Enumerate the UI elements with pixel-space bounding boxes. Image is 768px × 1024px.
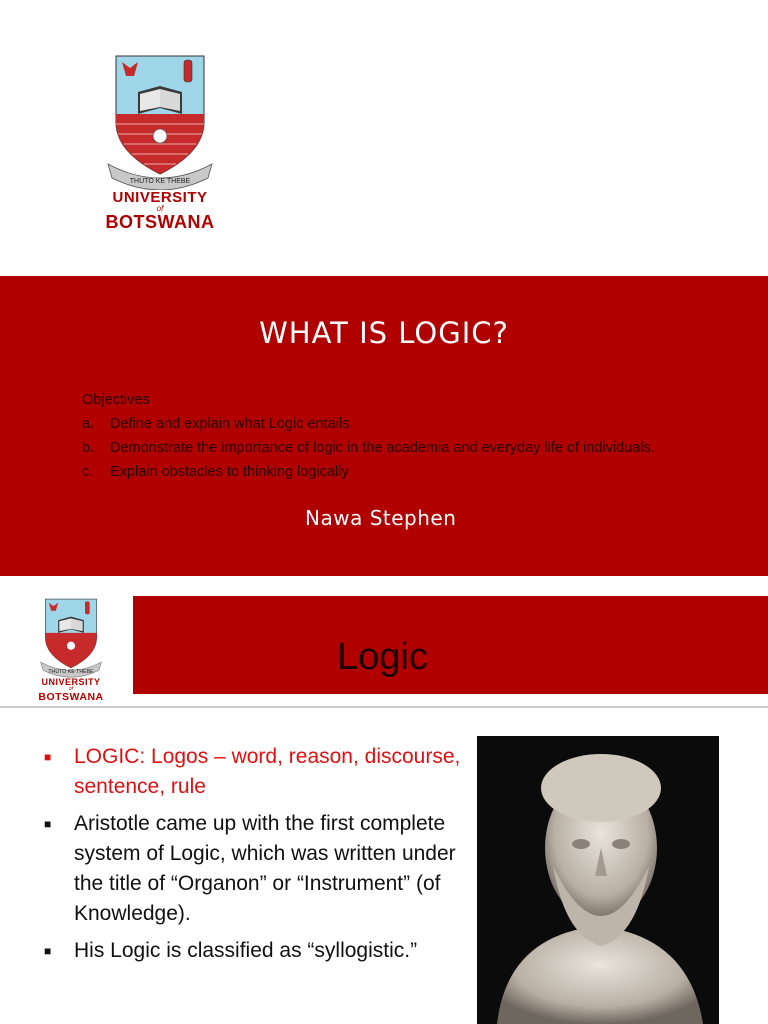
university-name-line1: UNIVERSITY bbox=[112, 189, 208, 206]
objective-item bbox=[82, 436, 702, 460]
objective-text: Define and explain what Logic entails. bbox=[110, 416, 354, 432]
objectives-block bbox=[82, 388, 702, 484]
university-logo-small bbox=[36, 596, 106, 701]
bullet-text: Aristotle came up with the first complete system of Logic, which was written under the title of “Organon” or “Instrument” (of Knowledge). bbox=[74, 812, 456, 925]
university-crest-icon bbox=[36, 596, 106, 678]
bullet-text: His Logic is classified as “syllogistic.” bbox=[74, 939, 418, 962]
slide-title: WHAT IS LOGIC? bbox=[259, 316, 509, 350]
university-name-line1: UNIVERSITY bbox=[41, 677, 101, 687]
objective-marker: a. bbox=[82, 416, 95, 432]
university-name bbox=[36, 678, 106, 703]
objective-item bbox=[82, 460, 702, 484]
logo-motto: THUTO KE THEBE bbox=[129, 178, 191, 185]
bullet-list bbox=[44, 742, 464, 973]
bullet-square-icon: ■ bbox=[44, 944, 52, 958]
objective-text: Explain obstacles to thinking logically bbox=[110, 464, 349, 480]
title-header-bar bbox=[133, 596, 768, 694]
content-slide bbox=[0, 576, 768, 1024]
bullet-square-icon: ■ bbox=[44, 750, 52, 764]
university-name-of: of bbox=[156, 204, 164, 213]
bullet-square-icon: ■ bbox=[44, 817, 52, 831]
objective-marker: c. bbox=[82, 464, 94, 480]
logo-motto: THUTO KE THEBE bbox=[48, 669, 94, 676]
bullet-item bbox=[44, 936, 464, 966]
bullet-text: LOGIC: Logos – word, reason, discourse, sentence, rule bbox=[74, 745, 461, 798]
university-name-line2: BOTSWANA bbox=[38, 691, 104, 703]
objective-item bbox=[82, 412, 702, 436]
objectives-heading: Objectives bbox=[82, 392, 150, 408]
aristotle-bust-icon bbox=[477, 736, 719, 1024]
objective-text: Demonstrate the importance of logic in the academia and everyday life of individuals. bbox=[110, 440, 655, 456]
university-name-of: of bbox=[68, 686, 74, 692]
bullet-item bbox=[44, 809, 464, 929]
university-name bbox=[100, 190, 220, 231]
author-name: Nawa Stephen bbox=[305, 506, 457, 530]
university-logo bbox=[100, 52, 220, 242]
slide-title: Logic bbox=[337, 636, 428, 678]
title-banner bbox=[0, 276, 768, 576]
university-name-line2: BOTSWANA bbox=[105, 212, 215, 232]
header-divider bbox=[0, 706, 768, 708]
university-crest-icon bbox=[100, 52, 220, 190]
aristotle-bust-image bbox=[477, 736, 719, 1024]
bullet-item bbox=[44, 742, 464, 802]
objective-marker: b. bbox=[82, 440, 95, 456]
